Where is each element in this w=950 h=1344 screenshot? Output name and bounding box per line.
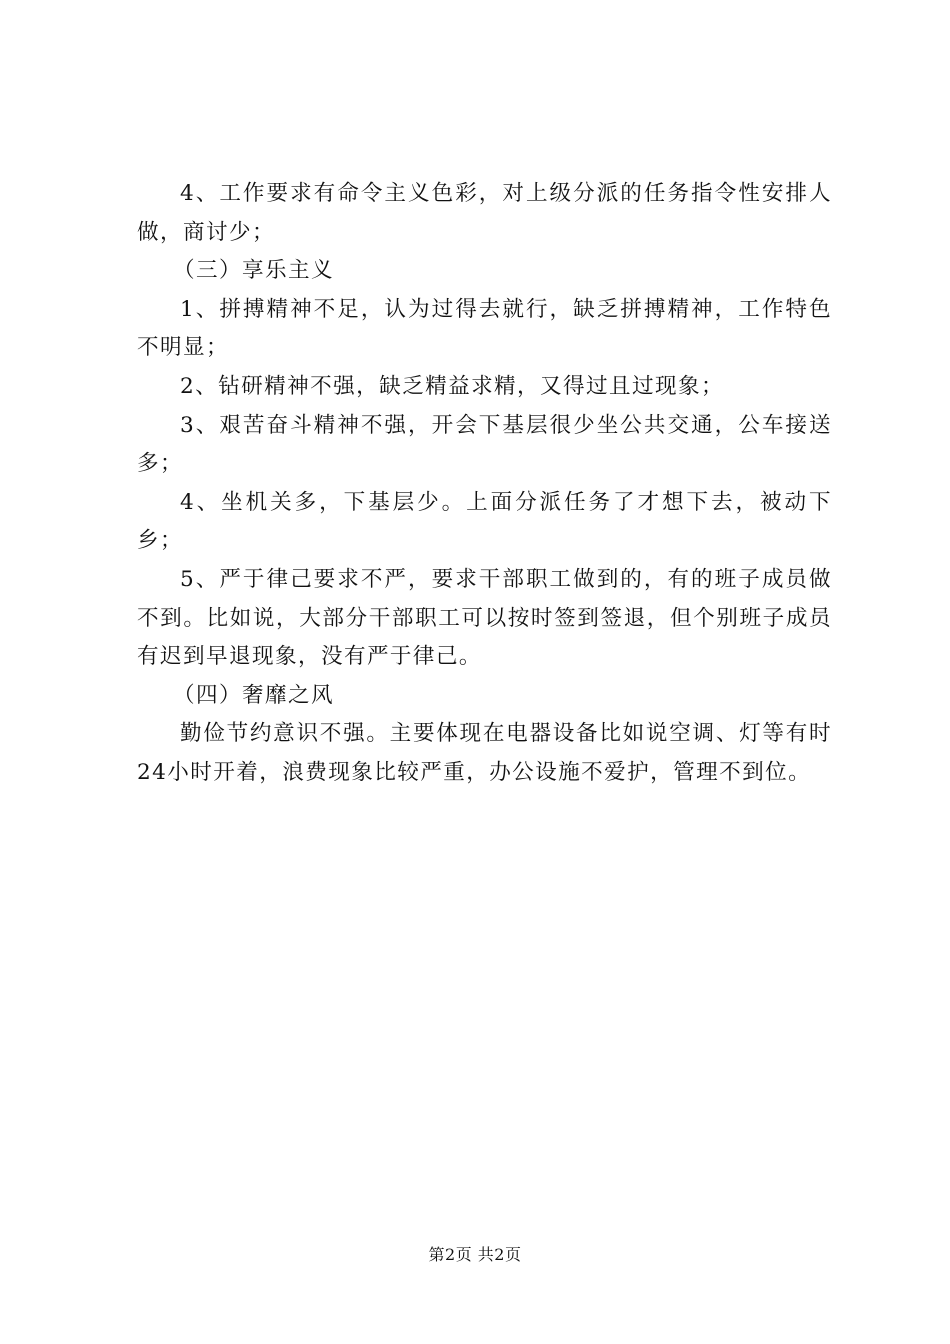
- page-number-footer: 第2页 共2页: [428, 1245, 522, 1264]
- paragraph-item-4-command-style: 4、工作要求有命令主义色彩，对上级分派的任务指令性安排人做，商讨少；: [137, 181, 832, 245]
- section-heading-hedonism: （三）享乐主义: [173, 258, 334, 284]
- paragraph-item-4-office-bound: 4、坐机关多，下基层少。上面分派任务了才想下去，被动下乡；: [137, 489, 832, 554]
- paragraph-item-3-hard-work: 3、艰苦奋斗精神不强，开会下基层很少坐公共交通，公车接送多；: [137, 412, 832, 477]
- paragraph-item-1-striving-spirit: 1、拼搏精神不足，认为过得去就行，缺乏拼搏精神，工作特色不明显；: [137, 296, 832, 361]
- paragraph-frugality: 勤俭节约意识不强。主要体现在电器设备比如说空调、灯等有时24小时开着，浪费现象比较严重，办公设施不爱护，管理不到位。: [137, 721, 832, 785]
- section-heading-extravagance: （四）奢靡之风: [173, 682, 334, 708]
- paragraph-item-2-research-spirit: 2、钻研精神不强，缺乏精益求精，又得过且过现象；: [180, 373, 724, 399]
- document-body: [137, 175, 832, 793]
- paragraph-item-5-self-discipline: 5、严于律己要求不严，要求干部职工做到的，有的班子成员做不到。比如说，大部分干部职工可以按时签到签退，但个别班子成员有迟到早退现象，没有严于律己。: [137, 566, 832, 670]
